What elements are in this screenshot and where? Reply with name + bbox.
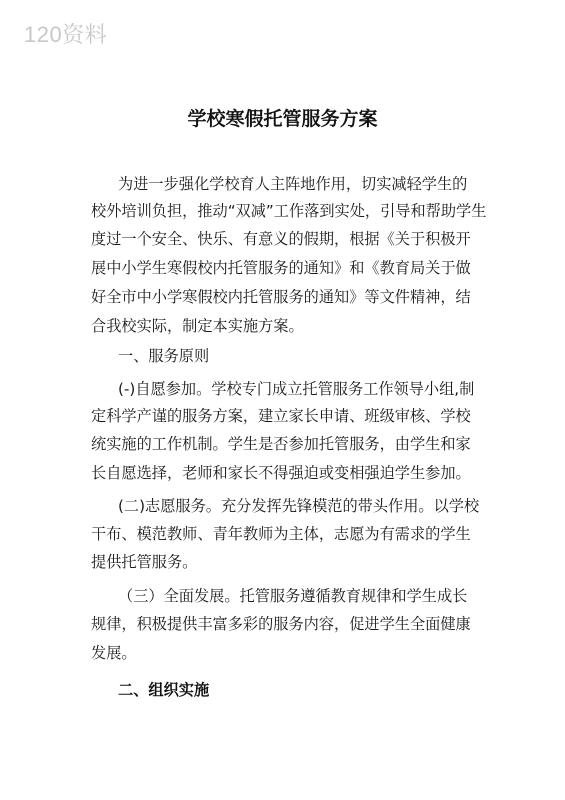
section-heading-principles: 一、服务原则: [118, 347, 210, 365]
body-line: 发展。: [91, 644, 137, 662]
body-line: (-)自愿参加。学校专门成立托管服务工作领导小组,制: [118, 380, 475, 398]
body-line: (二)志愿服务。充分发挥先锋模范的带头作用。以学校: [118, 497, 480, 515]
body-line: 展中小学生寒假校内托管服务的通知》和《教育局关于做: [91, 259, 471, 277]
body-line: 好全市中小学寒假校内托管服务的通知》等文件精神，结: [91, 288, 471, 306]
body-line: 合我校实际，制定本实施方案。: [91, 317, 304, 335]
document-title: 学校寒假托管服务方案: [187, 108, 378, 130]
watermark-logo: 120资料: [24, 22, 108, 47]
body-line: 统实施的工作机制。学生是否参加托管服务，由学生和家: [91, 435, 471, 453]
body-line: 干布、模范教师、青年教师为主体，志愿为有需求的学生: [91, 525, 471, 543]
section-heading-implementation: 二、组织实施: [118, 681, 210, 699]
body-line: 规律，积极提供丰富多彩的服务内容，促进学生全面健康: [91, 615, 471, 633]
body-line: 提供托管服务。: [91, 553, 198, 571]
body-line: 校外培训负担，推动“双减”工作落到实处，引导和帮助学生: [91, 202, 487, 220]
body-line: 长自愿选择，老师和家长不得强迫或变相强迫学生参加。: [91, 464, 471, 482]
body-line: 度过一个安全、快乐、有意义的假期，根据《关于积极开: [91, 230, 471, 248]
body-line: （三）全面发展。托管服务遵循教育规律和学生成长: [118, 587, 468, 605]
body-line: 定科学产谨的服务方案，建立家长申请、班级审核、学校: [91, 407, 471, 425]
body-line: 为进一步强化学校育人主阵地作用，切实减轻学生的: [118, 175, 468, 193]
